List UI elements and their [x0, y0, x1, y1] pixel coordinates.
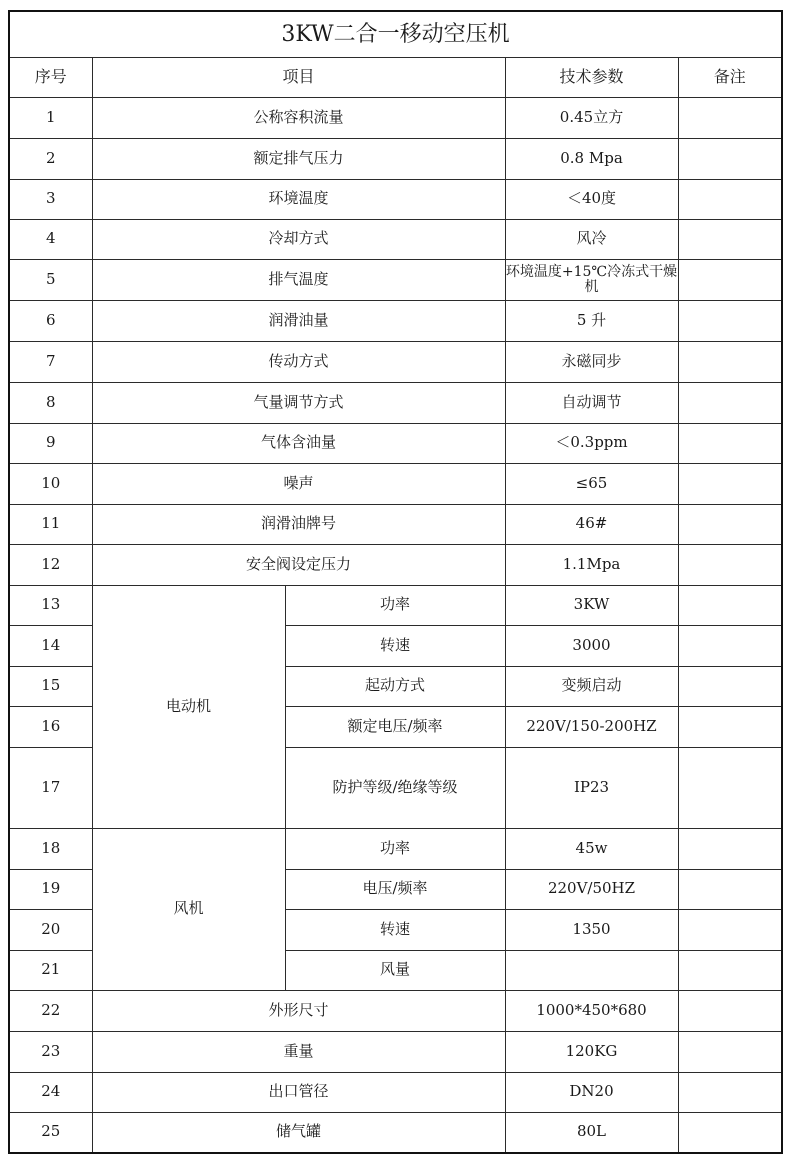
row-item: 防护等级/绝缘等级: [285, 747, 505, 828]
row-value: 永磁同步: [505, 341, 678, 382]
row-note: [678, 990, 782, 1031]
group-label-motor: 电动机: [92, 585, 285, 828]
row-number: 15: [9, 666, 92, 706]
row-number: 17: [9, 747, 92, 828]
row-item: 润滑油牌号: [92, 504, 505, 544]
row-number: 14: [9, 625, 92, 666]
row-note: [678, 423, 782, 463]
row-value: ＜0.3ppm: [505, 423, 678, 463]
row-item: 出口管径: [92, 1072, 505, 1112]
row-note: [678, 1112, 782, 1153]
spec-table: [8, 10, 783, 1154]
row-note: [678, 97, 782, 138]
row-item: 公称容积流量: [92, 97, 505, 138]
table-row: [9, 1031, 782, 1072]
table-row: [9, 463, 782, 504]
row-value: 环境温度+15℃冷冻式干燥机: [505, 259, 678, 300]
row-item: 外形尺寸: [92, 990, 505, 1031]
row-number: 1: [9, 97, 92, 138]
row-note: [678, 463, 782, 504]
table-row: [9, 585, 782, 625]
row-number: 12: [9, 544, 92, 585]
header-item: 项目: [92, 57, 505, 97]
row-value: ≤65: [505, 463, 678, 504]
row-item: 排气温度: [92, 259, 505, 300]
row-number: 5: [9, 259, 92, 300]
table-row: [9, 259, 782, 300]
row-number: 16: [9, 706, 92, 747]
row-item: 环境温度: [92, 179, 505, 219]
row-number: 24: [9, 1072, 92, 1112]
row-number: 11: [9, 504, 92, 544]
row-value: 1350: [505, 909, 678, 950]
row-note: [678, 828, 782, 869]
row-number: 22: [9, 990, 92, 1031]
row-value: 1.1Mpa: [505, 544, 678, 585]
row-note: [678, 869, 782, 909]
row-note: [678, 1072, 782, 1112]
row-item: 风量: [285, 950, 505, 990]
row-note: [678, 666, 782, 706]
table-row: [9, 341, 782, 382]
row-note: [678, 747, 782, 828]
row-number: 3: [9, 179, 92, 219]
row-item: 起动方式: [285, 666, 505, 706]
row-note: [678, 179, 782, 219]
row-value: 220V/50HZ: [505, 869, 678, 909]
row-number: 9: [9, 423, 92, 463]
row-item: 转速: [285, 625, 505, 666]
row-number: 21: [9, 950, 92, 990]
row-number: 20: [9, 909, 92, 950]
row-number: 19: [9, 869, 92, 909]
row-value: 1000*450*680: [505, 990, 678, 1031]
row-item: 转速: [285, 909, 505, 950]
row-note: [678, 138, 782, 179]
row-item: 电压/频率: [285, 869, 505, 909]
row-value: 45w: [505, 828, 678, 869]
header-note: 备注: [678, 57, 782, 97]
table-title: 3KW二合一移动空压机: [9, 11, 782, 57]
row-note: [678, 706, 782, 747]
row-item: 额定电压/频率: [285, 706, 505, 747]
row-value: 0.45立方: [505, 97, 678, 138]
row-number: 7: [9, 341, 92, 382]
row-number: 6: [9, 300, 92, 341]
row-value: 3000: [505, 625, 678, 666]
row-item: 功率: [285, 585, 505, 625]
table-row: [9, 97, 782, 138]
table-row: [9, 382, 782, 423]
row-item: 传动方式: [92, 341, 505, 382]
row-item: 功率: [285, 828, 505, 869]
row-note: [678, 544, 782, 585]
row-value: 3KW: [505, 585, 678, 625]
row-note: [678, 259, 782, 300]
row-item: 冷却方式: [92, 219, 505, 259]
table-row: [9, 1072, 782, 1112]
row-item: 气量调节方式: [92, 382, 505, 423]
title-row: [9, 11, 782, 57]
table-row: [9, 504, 782, 544]
header-row: [9, 57, 782, 97]
row-note: [678, 219, 782, 259]
row-item: 储气罐: [92, 1112, 505, 1153]
row-item: 润滑油量: [92, 300, 505, 341]
row-note: [678, 382, 782, 423]
group-label-fan: 风机: [92, 828, 285, 990]
row-value: [505, 950, 678, 990]
table-row: [9, 1112, 782, 1153]
row-value: 220V/150-200HZ: [505, 706, 678, 747]
row-number: 13: [9, 585, 92, 625]
row-value: 80L: [505, 1112, 678, 1153]
row-number: 8: [9, 382, 92, 423]
row-note: [678, 341, 782, 382]
row-value: 风冷: [505, 219, 678, 259]
row-note: [678, 909, 782, 950]
row-value: 0.8 Mpa: [505, 138, 678, 179]
row-number: 18: [9, 828, 92, 869]
row-item: 噪声: [92, 463, 505, 504]
row-value: 变频启动: [505, 666, 678, 706]
table-row: [9, 423, 782, 463]
row-number: 2: [9, 138, 92, 179]
table-row: [9, 219, 782, 259]
row-item: 安全阀设定压力: [92, 544, 505, 585]
table-row: [9, 179, 782, 219]
row-note: [678, 504, 782, 544]
table-row: [9, 544, 782, 585]
row-number: 23: [9, 1031, 92, 1072]
header-spec: 技术参数: [505, 57, 678, 97]
row-note: [678, 585, 782, 625]
row-note: [678, 625, 782, 666]
table-row: [9, 300, 782, 341]
row-value: ＜40度: [505, 179, 678, 219]
row-value: 120KG: [505, 1031, 678, 1072]
row-item: 气体含油量: [92, 423, 505, 463]
table-row: [9, 990, 782, 1031]
row-value: 5 升: [505, 300, 678, 341]
row-note: [678, 950, 782, 990]
row-number: 25: [9, 1112, 92, 1153]
table-row: [9, 828, 782, 869]
row-number: 4: [9, 219, 92, 259]
row-value: IP23: [505, 747, 678, 828]
row-number: 10: [9, 463, 92, 504]
row-value: 46#: [505, 504, 678, 544]
row-note: [678, 1031, 782, 1072]
row-item: 额定排气压力: [92, 138, 505, 179]
row-item: 重量: [92, 1031, 505, 1072]
header-index: 序号: [9, 57, 92, 97]
table-row: [9, 138, 782, 179]
row-note: [678, 300, 782, 341]
row-value: 自动调节: [505, 382, 678, 423]
row-value: DN20: [505, 1072, 678, 1112]
